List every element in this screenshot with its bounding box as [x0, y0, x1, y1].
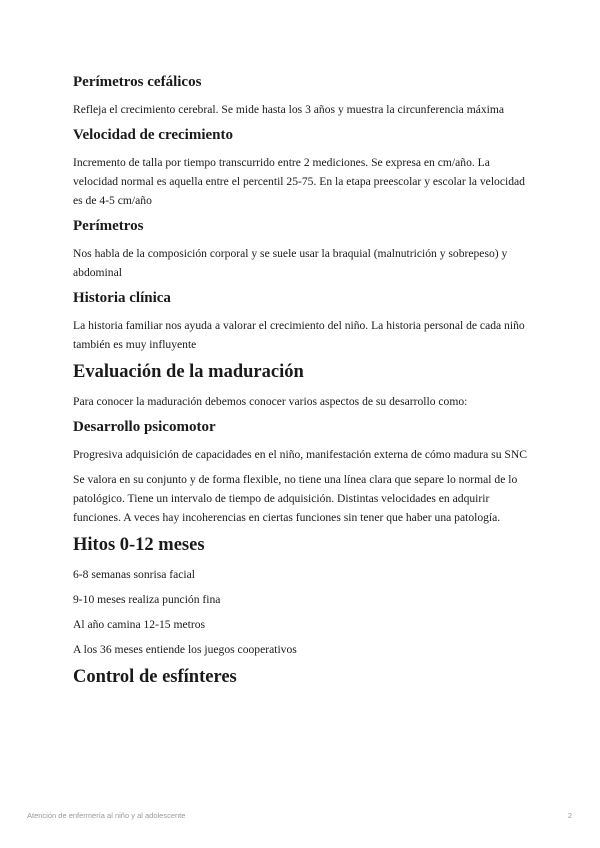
heading-control-esfinteres: Control de esfínteres — [73, 667, 237, 687]
page-content — [73, 72, 533, 697]
paragraph-perimetros-cefalicos: Refleja el crecimiento cerebral. Se mide hasta los 3 años y muestra la circunferencia máxima — [73, 103, 505, 116]
paragraph-psicomotor-1: Progresiva adquisición de capacidades en el niño, manifestación externa de cómo madura su SNC — [73, 448, 527, 461]
heading-desarrollo-psicomotor: Desarrollo psicomotor — [73, 419, 216, 435]
paragraph-perimetros: Nos habla de la composición corporal y se suele usar la braquial (malnutrición y sobrepeso) y abdominal — [73, 247, 508, 279]
footer-page-number: 2 — [567, 811, 572, 820]
heading-historia-clinica: Historia clínica — [73, 290, 171, 306]
list-item: 9-10 meses realiza punción fina — [73, 593, 221, 606]
footer-document-title: Atención de enfermería al niño y al adolescente — [27, 811, 186, 820]
heading-hitos: Hitos 0-12 meses — [73, 535, 205, 555]
paragraph-psicomotor-2: Se valora en su conjunto y de forma flexible, no tiene una línea clara que separe lo normal de lo patológico. Tiene un intervalo de tiempo de adquisición. Distintas velocidades en adquirir funciones. A veces hay incoherencias en ciertas funciones sin tener que haber una patología. — [73, 473, 518, 524]
list-item: 6-8 semanas sonrisa facial — [73, 568, 196, 581]
paragraph-velocidad-crecimiento: Incremento de talla por tiempo transcurrido entre 2 mediciones. Se expresa en cm/año. La velocidad normal es aquella entre el percentil 25-75. En la etapa preescolar y escolar la velocidad es de 4-5 cm/año — [73, 156, 525, 207]
heading-perimetros-cefalicos: Perímetros cefálicos — [73, 74, 202, 90]
heading-evaluacion-maduracion: Evaluación de la maduración — [73, 362, 304, 382]
list-item: Al año camina 12-15 metros — [73, 618, 206, 631]
heading-velocidad-crecimiento: Velocidad de crecimiento — [73, 127, 233, 143]
paragraph-evaluacion-maduracion: Para conocer la maduración debemos conocer varios aspectos de su desarrollo como: — [73, 395, 468, 408]
paragraph-historia-clinica: La historia familiar nos ayuda a valorar el crecimiento del niño. La historia personal de cada niño también es muy influyente — [73, 319, 525, 351]
heading-perimetros: Perímetros — [73, 218, 144, 234]
list-item: A los 36 meses entiende los juegos cooperativos — [73, 643, 297, 656]
